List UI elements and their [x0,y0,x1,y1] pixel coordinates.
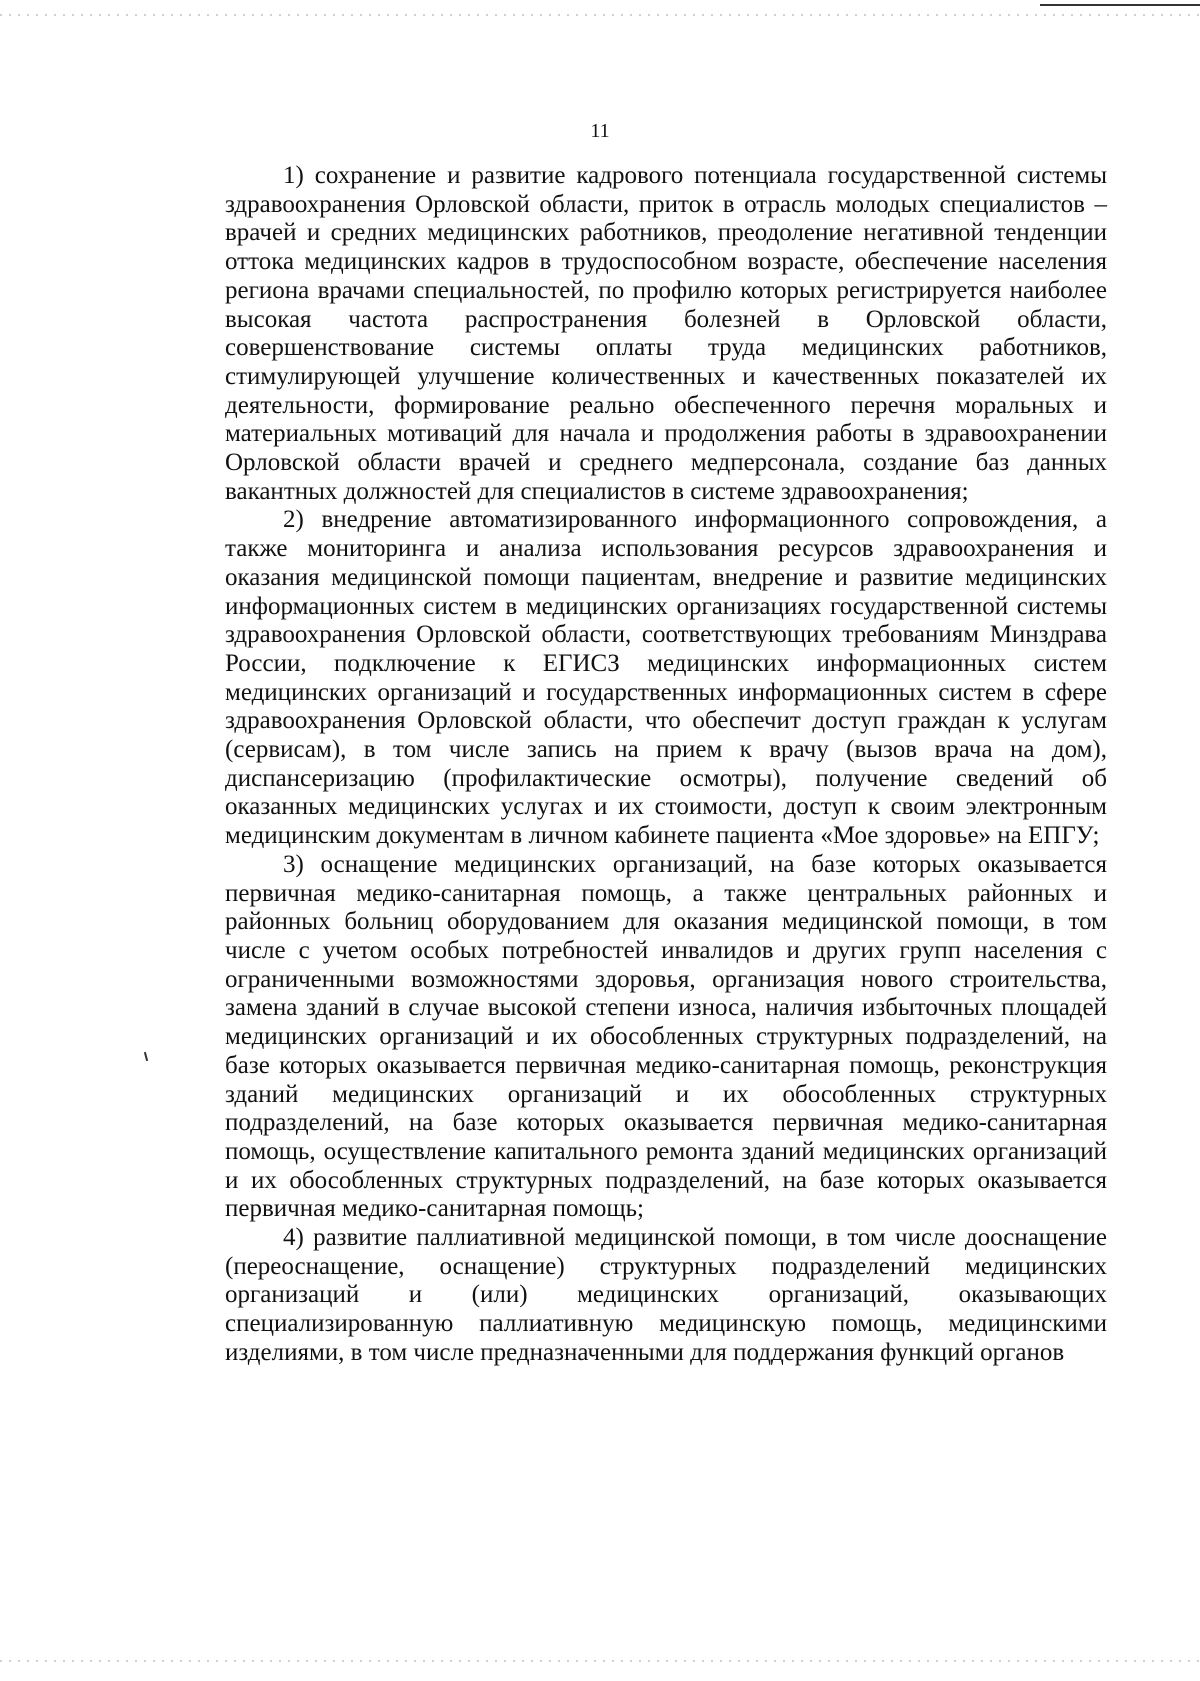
paragraph-item-4: 4) развитие паллиативной медицинской помощи, в том числе дооснащение (переоснащение, оснащение) структурных подразделений медицинских организаций и (или) медицинских организаций, оказывающих специализированную паллиативную медицинскую помощь, медицинскими изделиями, в том числе предназначенными для поддержания функций органов [225,1224,1107,1366]
top-edge-rule [1040,4,1200,6]
scan-artifact-bottom [0,1660,1200,1662]
scan-artifact-top [0,14,1200,16]
paragraph-item-1: 1) сохранение и развитие кадрового потенциала государственной системы здравоохранения Орловской области, приток в отрасль молодых специалистов – врачей и средних медицинских работников, преодоление негативной тенденции оттока медицинских кадров в трудоспособном возрасте, обеспечение населения региона врачами специальностей, по профилю которых регистрируется наиболее высокая частота распространения болезней в Орловской области, совершенствование системы оплаты труда медицинских работников, стимулирующей улучшение количественных и качественных показателей их деятельности, формирование реально обеспеченного перечня моральных и материальных мотиваций для начала и продолжения работы в здравоохранении Орловской области врачей и среднего медперсонала, создание баз данных вакантных должностей для специалистов в системе здравоохранения; [225,162,1107,505]
document-body [225,162,1107,1368]
paragraph-item-2: 2) внедрение автоматизированного информационного сопровождения, а также мониторинга и анализа использования ресурсов здравоохранения и оказания медицинской помощи пациентам, внедрение и развитие медицинских информационных систем в медицинских организациях государственной системы здравоохранения Орловской области, соответствующих требованиям Минздрава России, подключение к ЕГИСЗ медицинских информационных систем медицинских организаций и государственных информационных систем в сфере здравоохранения Орловской области, что обеспечит доступ граждан к услугам (сервисам), в том числе запись на прием к врачу (вызов врача на дом), диспансеризацию (профилактические осмотры), получение сведений об оказанных медицинских услугах и их стоимости, доступ к своим электронным медицинским документам в личном кабинете пациента «Мое здоровье» на ЕПГУ; [225,506,1107,850]
page-number: 11 [590,120,610,142]
paragraph-item-3: 3) оснащение медицинских организаций, на базе которых оказывается первичная медико-санитарная помощь, а также центральных районных и районных больниц оборудованием для оказания медицинской помощи, в том числе с учетом особых потребностей инвалидов и других групп населения с ограниченными возможностями здоровья, организация нового строительства, замена зданий в случае высокой степени износа, наличия избыточных площадей медицинских организаций и их обособленных структурных подразделений, на базе которых оказывается первичная медико-санитарная помощь, реконструкция зданий медицинских организаций и их обособленных структурных подразделений, на базе которых оказывается первичная медико-санитарная помощь, осуществление капитального ремонта зданий медицинских организаций и их обособленных структурных подразделений, на базе которых оказывается первичная медико-санитарная помощь; [225,850,1107,1223]
scan-speck [144,1052,148,1061]
